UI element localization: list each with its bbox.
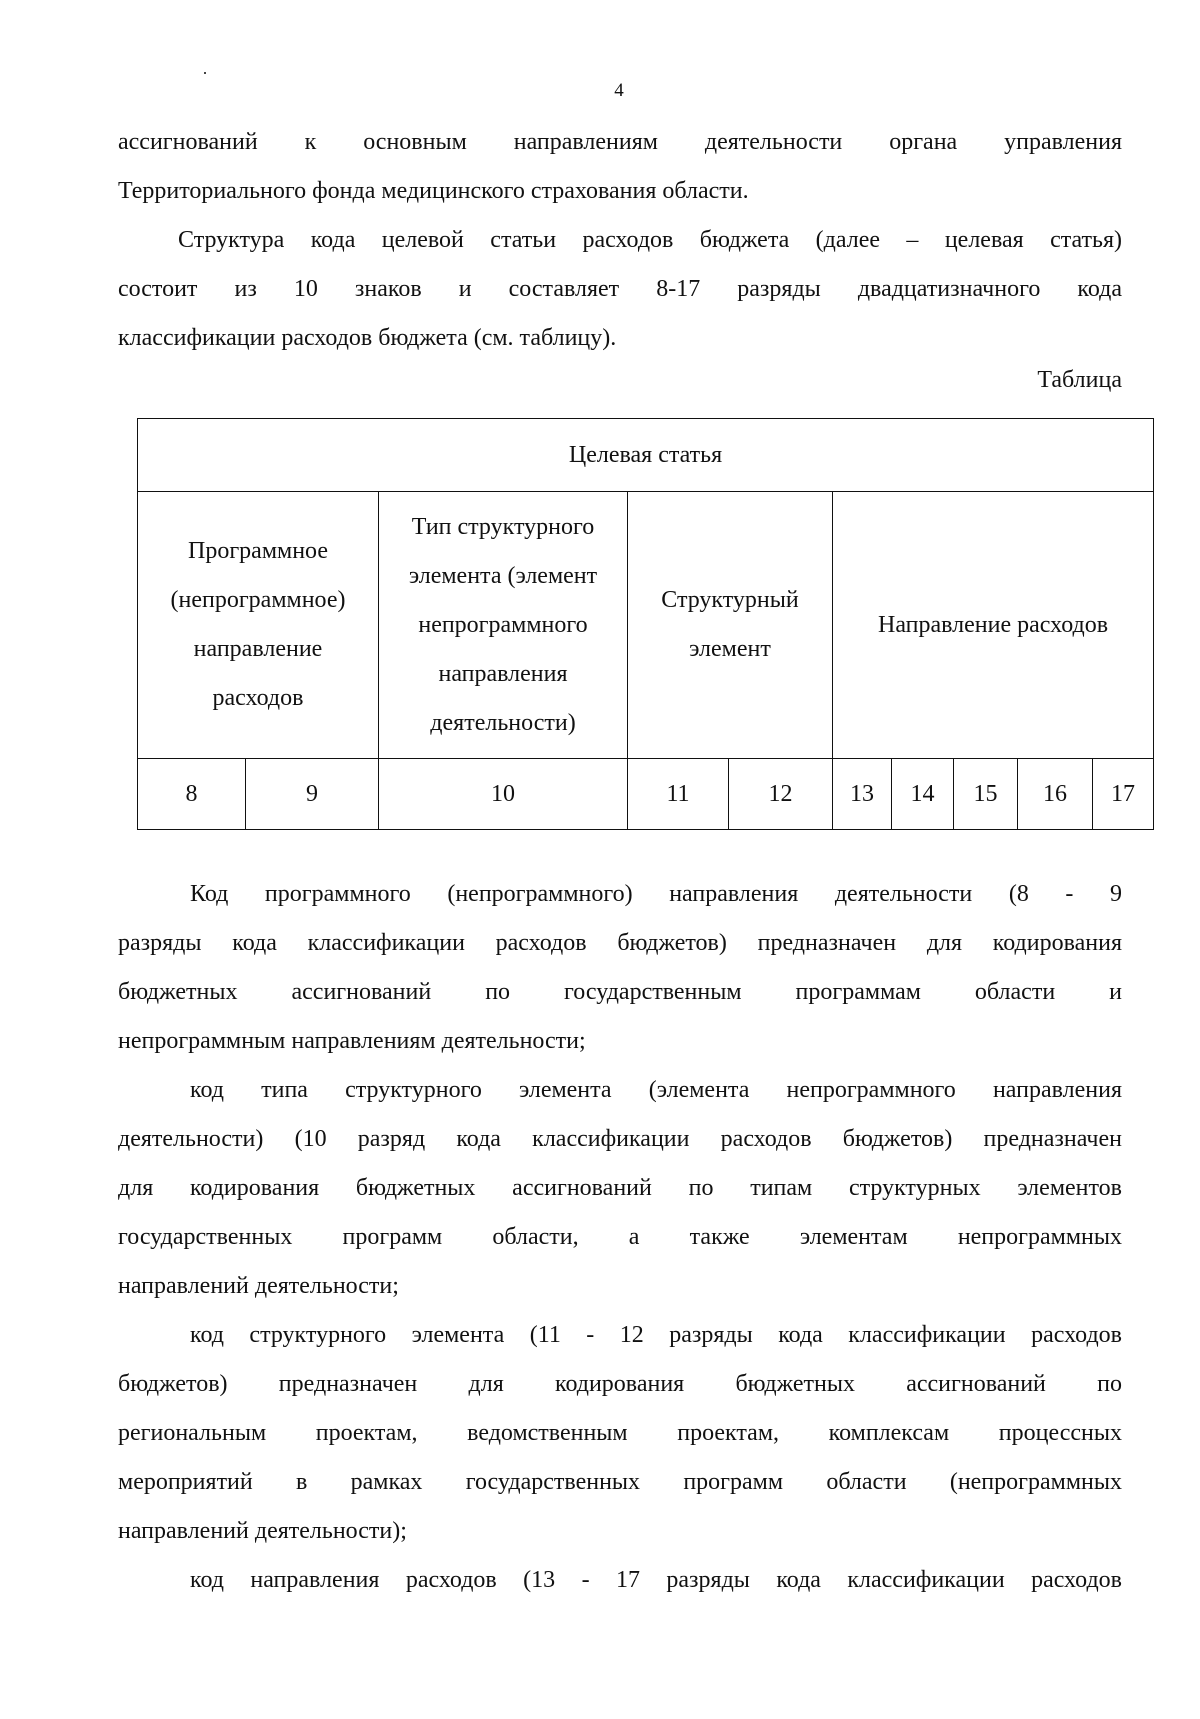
- paragraph-program-code: [118, 870, 1122, 1066]
- text-line: код типа структурного элемента (элемента непрограммного направления: [190, 1077, 1122, 1103]
- digit-cell: 13: [833, 759, 892, 830]
- header-expense-direction: Направление расходов: [833, 492, 1154, 759]
- digit-cell: 17: [1093, 759, 1154, 830]
- text-line: государственных программ области, а также элементам непрограммных: [118, 1224, 1122, 1250]
- text-line: бюджетов) предназначен для кодирования бюджетных ассигнований по: [118, 1371, 1122, 1397]
- target-article-table: [137, 418, 1154, 830]
- digit-cell: 8: [138, 759, 246, 830]
- table-title-cell: Целевая статья: [138, 419, 1154, 492]
- text-line: для кодирования бюджетных ассигнований по типам структурных элементов: [118, 1175, 1122, 1201]
- text-line: мероприятий в рамках государственных программ области (непрограммных: [118, 1469, 1122, 1495]
- page-number: 4: [614, 80, 624, 101]
- text-line: код направления расходов (13 - 17 разряды кода классификации расходов: [190, 1567, 1122, 1593]
- digit-cell: 15: [954, 759, 1018, 830]
- header-structural-element: Структурный элемент: [628, 492, 833, 759]
- text-line: классификации расходов бюджета (см. таблицу).: [118, 325, 617, 351]
- text-line: ассигнований к основным направлениям деятельности органа управления: [118, 129, 1122, 155]
- text-line: направлений деятельности;: [118, 1273, 399, 1299]
- text-line: направлений деятельности);: [118, 1518, 407, 1544]
- text-line: Код программного (непрограммного) направления деятельности (8 - 9: [190, 881, 1122, 907]
- digit-cell: 10: [379, 759, 628, 830]
- text-line: Структура кода целевой статьи расходов бюджета (далее – целевая статья): [178, 227, 1122, 253]
- text-line: непрограммным направлениям деятельности;: [118, 1028, 586, 1054]
- digit-cell: 16: [1018, 759, 1093, 830]
- paragraph-type-code: [118, 1066, 1122, 1311]
- digit-cell: 14: [892, 759, 954, 830]
- text-line: код структурного элемента (11 - 12 разряды кода классификации расходов: [190, 1322, 1122, 1348]
- header-structural-element-type: Тип структурного элемента (элемент непрограммного направления деятельности): [379, 492, 628, 759]
- text-line: региональным проектам, ведомственным проектам, комплексам процессных: [118, 1420, 1122, 1446]
- text-line: разряды кода классификации расходов бюджетов) предназначен для кодирования: [118, 930, 1122, 956]
- text-line: состоит из 10 знаков и составляет 8-17 разряды двадцатизначного кода: [118, 276, 1122, 302]
- paragraph-structural-code: [118, 1311, 1122, 1556]
- scan-speck: [204, 72, 206, 74]
- digit-cell: 12: [729, 759, 833, 830]
- digit-cell: 11: [628, 759, 729, 830]
- table-caption: Таблица: [1037, 367, 1122, 393]
- digit-cell: 9: [246, 759, 379, 830]
- text-line: деятельности) (10 разряд кода классификации расходов бюджетов) предназначен: [118, 1126, 1122, 1152]
- paragraph-expense-code: [118, 1556, 1122, 1605]
- text-line: бюджетных ассигнований по государственным программам области и: [118, 979, 1122, 1005]
- paragraph-structure: [118, 216, 1122, 363]
- header-program-direction: Программное (непрограммное) направление расходов: [138, 492, 379, 759]
- text-line: Территориального фонда медицинского страхования области.: [118, 178, 749, 204]
- paragraph-intro: [118, 118, 1122, 216]
